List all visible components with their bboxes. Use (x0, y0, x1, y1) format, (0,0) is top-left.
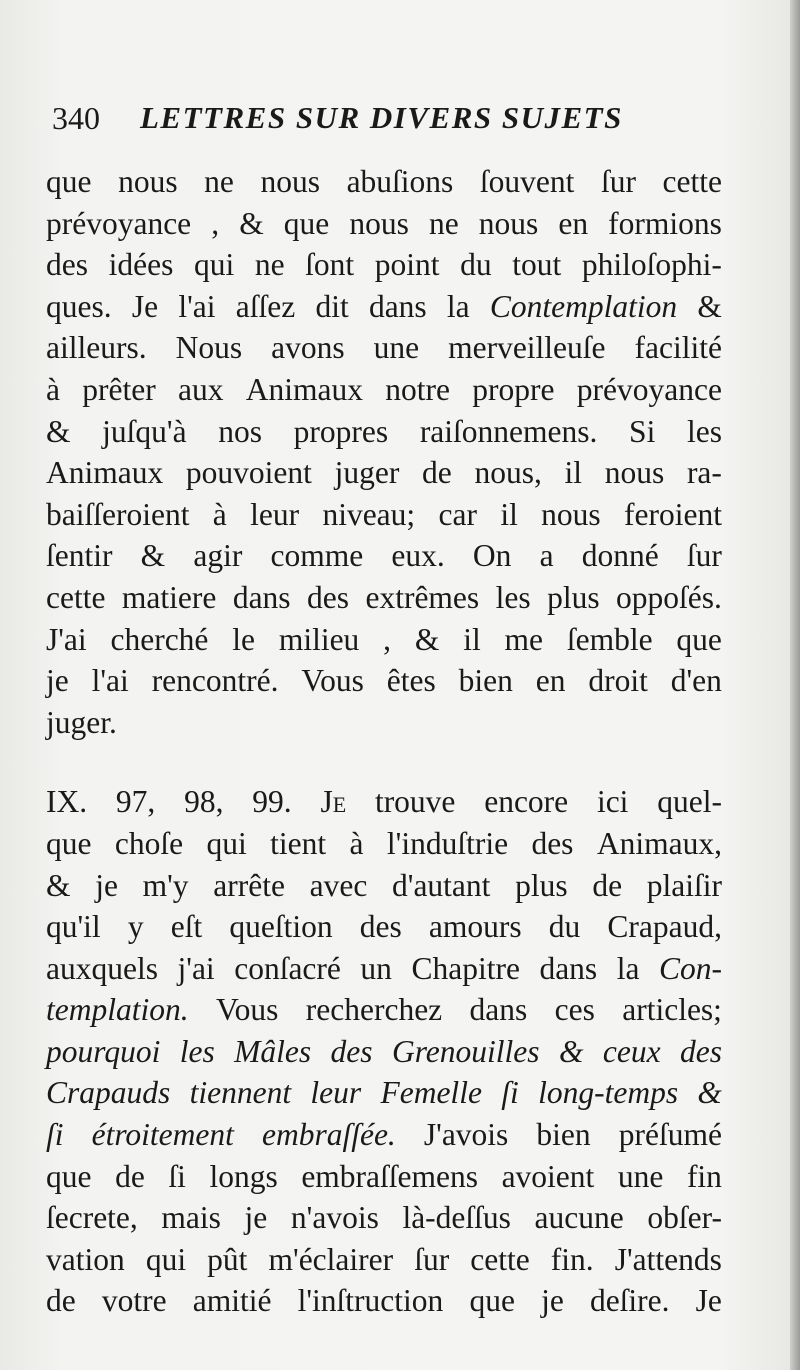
word: Chapitre (411, 950, 520, 986)
word: deſire. (589, 1283, 670, 1319)
word: ſi (168, 1158, 186, 1194)
word: tiennent (189, 1075, 292, 1111)
word: leur (250, 496, 300, 532)
word: ſi (46, 1117, 64, 1153)
word: ne (204, 164, 234, 199)
word: aucune (534, 1200, 624, 1236)
word: ſemble (566, 621, 653, 657)
word: prévoyance (46, 205, 192, 241)
word: dans (232, 579, 291, 615)
word: quel- (657, 784, 722, 820)
word: ſur (414, 1241, 450, 1277)
word: plus (547, 579, 600, 615)
word: arrête (213, 867, 285, 903)
word: ques. (46, 288, 112, 324)
word: auxquels (46, 950, 158, 986)
word: à (349, 825, 364, 861)
word: ne (254, 247, 285, 283)
word: de (46, 1283, 76, 1319)
word: je (541, 1283, 564, 1319)
word: Con- (659, 950, 722, 986)
word: eſt (170, 909, 203, 945)
text-line (46, 1156, 722, 1198)
word: aux (178, 371, 224, 407)
word: extrêmes (365, 579, 480, 615)
word: dit (315, 288, 349, 324)
text-line (46, 327, 722, 369)
word: l'ai (178, 288, 216, 324)
word: amours (428, 909, 522, 945)
word: là-deſſus (402, 1200, 511, 1236)
word: qui (145, 1241, 187, 1277)
word: ſouvent (479, 164, 575, 199)
word: êtes (386, 663, 436, 699)
word: que (676, 621, 722, 657)
word: J'avois (423, 1117, 509, 1153)
word: n'avois (290, 1200, 379, 1236)
word: queſtion (229, 909, 333, 945)
word: leur (310, 1075, 362, 1111)
word: fin (686, 1158, 722, 1194)
word: encore (484, 784, 569, 820)
word: baiſſeroient (46, 496, 190, 532)
word: de (592, 867, 623, 903)
text-line (46, 865, 722, 907)
word: qui (193, 247, 235, 283)
word: & (697, 288, 722, 324)
word: Crapaud, (607, 909, 722, 945)
word: à (46, 371, 60, 407)
word: formions (608, 205, 722, 241)
word: bien (458, 663, 513, 699)
word: tout (512, 247, 562, 283)
word: nous (541, 496, 601, 532)
word: facilité (634, 330, 722, 366)
word: le (232, 621, 255, 657)
word: embraſſemens (301, 1158, 478, 1194)
word: & (414, 621, 440, 657)
word: des (330, 1033, 373, 1069)
word: car (438, 496, 477, 532)
word: aſſez (235, 288, 296, 324)
word: Grenouilles (391, 1033, 540, 1069)
word: avec (309, 867, 368, 903)
word: Animaux, (596, 825, 722, 861)
word: longs (209, 1158, 278, 1194)
word: cherché (110, 621, 209, 657)
word: articles; (622, 992, 722, 1028)
word: nous (260, 164, 320, 199)
body-text (46, 161, 722, 1322)
word: IX. (46, 784, 88, 820)
word: amitié (192, 1283, 272, 1319)
word: On (472, 538, 512, 574)
word: nous (478, 205, 539, 241)
word: dans (539, 950, 598, 986)
word: milieu (278, 621, 360, 657)
word: & (140, 538, 166, 574)
word: Vous (301, 663, 364, 699)
word: nous, (474, 455, 542, 491)
word: l'induſtrie (386, 825, 509, 861)
word: avoient (501, 1158, 595, 1194)
text-line (46, 823, 722, 865)
text-line (46, 452, 722, 494)
word: du (460, 247, 492, 283)
word: oppoſés. (616, 579, 722, 615)
word: ra- (686, 455, 722, 491)
word: l'inſtruction (297, 1283, 444, 1319)
word: que (469, 1283, 515, 1319)
page-header (52, 96, 692, 146)
paragraph (46, 161, 722, 743)
word: Mâles (234, 1033, 312, 1069)
word: ſi (501, 1075, 519, 1111)
word: une (617, 1158, 664, 1194)
word: Crapauds (46, 1075, 171, 1111)
word: niveau; (322, 496, 416, 532)
word: abuſions (346, 164, 454, 199)
word: il (463, 621, 481, 657)
word: ſont (305, 247, 355, 283)
word: à (212, 496, 227, 532)
word: & (46, 413, 71, 449)
word: Animaux (245, 371, 363, 407)
word: obſer- (647, 1200, 722, 1236)
word: 99. (252, 784, 292, 820)
word: 97, (115, 784, 156, 820)
text-line (46, 619, 722, 661)
word: dans (469, 992, 528, 1028)
word: Je (695, 1283, 722, 1319)
paragraph (46, 781, 722, 1322)
word: Animaux (46, 455, 164, 491)
word: dans (368, 288, 427, 324)
word: idées (108, 247, 174, 283)
word: cette (46, 579, 106, 615)
word: prévoyance (576, 371, 722, 407)
word: m'éclairer (268, 1241, 394, 1277)
word: il (564, 455, 583, 491)
word: ne (428, 205, 459, 241)
paragraph-gap (46, 743, 722, 781)
page-number: 340 (52, 100, 100, 136)
word: juſqu'à (102, 413, 187, 449)
word: ſur (686, 538, 722, 574)
word: préſumé (618, 1117, 722, 1153)
word: feroient (624, 496, 722, 532)
text-line (46, 1197, 722, 1239)
word: agir (193, 538, 243, 574)
word: cette (470, 1241, 530, 1277)
word: nos (218, 413, 263, 449)
text-line (46, 1114, 722, 1156)
word: bien (536, 1117, 591, 1153)
word: Vous (215, 992, 279, 1028)
word: des (359, 909, 402, 945)
word: conſacré (234, 950, 341, 986)
word: que (46, 825, 92, 861)
word: Femelle (380, 1075, 482, 1111)
word: en (558, 205, 589, 241)
word: qui (206, 825, 247, 861)
word: des (679, 1033, 722, 1069)
text-line (46, 1031, 722, 1073)
word: la (446, 288, 470, 324)
text-line (46, 781, 722, 823)
word: & (558, 1033, 584, 1069)
word: qu'il (46, 909, 101, 945)
text-line (46, 369, 722, 411)
word: merveilleuſe (448, 330, 606, 366)
word: un (360, 950, 392, 986)
word: recherchez (305, 992, 443, 1028)
text-line (46, 494, 722, 536)
text-line (46, 1239, 722, 1281)
word: choſe (114, 825, 184, 861)
word: & (697, 1075, 722, 1111)
word: ſentir (46, 538, 113, 574)
word: 98, (184, 784, 224, 820)
word: pût (207, 1241, 248, 1277)
word: embraſſée. (261, 1117, 396, 1153)
word: nous (349, 205, 409, 241)
word: cette (662, 164, 722, 199)
word: Contemplation (489, 288, 678, 324)
word: l'ai (91, 663, 129, 699)
word: votre (101, 1283, 167, 1319)
word: propres (293, 413, 389, 449)
word: ceux (602, 1033, 661, 1069)
word: les (686, 413, 722, 449)
word: , (211, 205, 220, 241)
word: du (548, 909, 581, 945)
word: des (46, 247, 88, 283)
text-line (46, 535, 722, 577)
word: les (495, 579, 531, 615)
page-edge-shadow (790, 0, 800, 1370)
word: matiere (121, 579, 217, 615)
word: Je (320, 784, 347, 820)
word: plaiſir (646, 867, 722, 903)
word: templation. (46, 992, 189, 1028)
text-line (46, 577, 722, 619)
text-line (46, 989, 722, 1031)
word: vation (46, 1241, 125, 1277)
text-line (46, 411, 722, 453)
word: propre (472, 371, 555, 407)
word: raiſonnemens. (419, 413, 598, 449)
word: je (95, 867, 118, 903)
word: nous (604, 455, 665, 491)
word: d'autant (392, 867, 491, 903)
word: juger. (46, 704, 117, 740)
word: la (616, 950, 640, 986)
word: juger (334, 455, 400, 491)
word: a (539, 538, 554, 574)
word: j'ai (177, 950, 215, 986)
word: d'en (670, 663, 722, 699)
word: Je (131, 288, 159, 324)
word: plus (515, 867, 568, 903)
word: ces (554, 992, 595, 1028)
word: que (283, 205, 330, 241)
word: de (115, 1158, 145, 1194)
word: que (46, 164, 92, 199)
word: point (374, 247, 440, 283)
running-head: LETTRES SUR DIVERS SUJETS (140, 100, 623, 135)
word: des (531, 825, 574, 861)
text-line (46, 286, 722, 328)
word: fin. (550, 1241, 594, 1277)
word: rencontré. (151, 663, 279, 699)
word: les (179, 1033, 215, 1069)
word: une (373, 330, 420, 366)
word: ſur (600, 164, 636, 199)
word: philoſophi- (581, 247, 722, 283)
word: ſecrete, (46, 1200, 138, 1236)
word: Nous (175, 330, 243, 366)
word: mais (161, 1200, 221, 1236)
word: & (239, 205, 264, 241)
word: trouve (374, 784, 456, 820)
word: tient (270, 825, 327, 861)
word: en (535, 663, 566, 699)
word: pouvoient (185, 455, 312, 491)
text-line (46, 948, 722, 990)
word: m'y (142, 867, 189, 903)
word: que (46, 1158, 92, 1194)
text-line (46, 1280, 722, 1322)
word: ailleurs. (46, 330, 147, 366)
word: J'ai (46, 621, 87, 657)
word: J'attends (614, 1241, 722, 1277)
word: me (504, 621, 544, 657)
word: étroitement (91, 1117, 234, 1153)
word: de (422, 455, 452, 491)
word: je (46, 663, 69, 699)
word: Si (629, 413, 656, 449)
word: y (127, 909, 144, 945)
text-line (46, 702, 722, 744)
text-line (46, 161, 722, 203)
word: comme (270, 538, 364, 574)
word: droit (588, 663, 648, 699)
word: ici (596, 784, 629, 820)
word: pourquoi (46, 1033, 161, 1069)
text-line (46, 244, 722, 286)
word: je (244, 1200, 268, 1236)
word: avons (271, 330, 345, 366)
text-line (46, 203, 722, 245)
word: notre (385, 371, 451, 407)
word: & (46, 867, 71, 903)
text-line (46, 1072, 722, 1114)
word: nous (118, 164, 178, 199)
word: long-temps (538, 1075, 679, 1111)
word: donné (581, 538, 659, 574)
word: il (500, 496, 518, 532)
word: , (383, 621, 392, 657)
word: des (307, 579, 350, 615)
word: prêter (82, 371, 156, 407)
text-line (46, 660, 722, 702)
word: eux. (391, 538, 445, 574)
text-line (46, 906, 722, 948)
